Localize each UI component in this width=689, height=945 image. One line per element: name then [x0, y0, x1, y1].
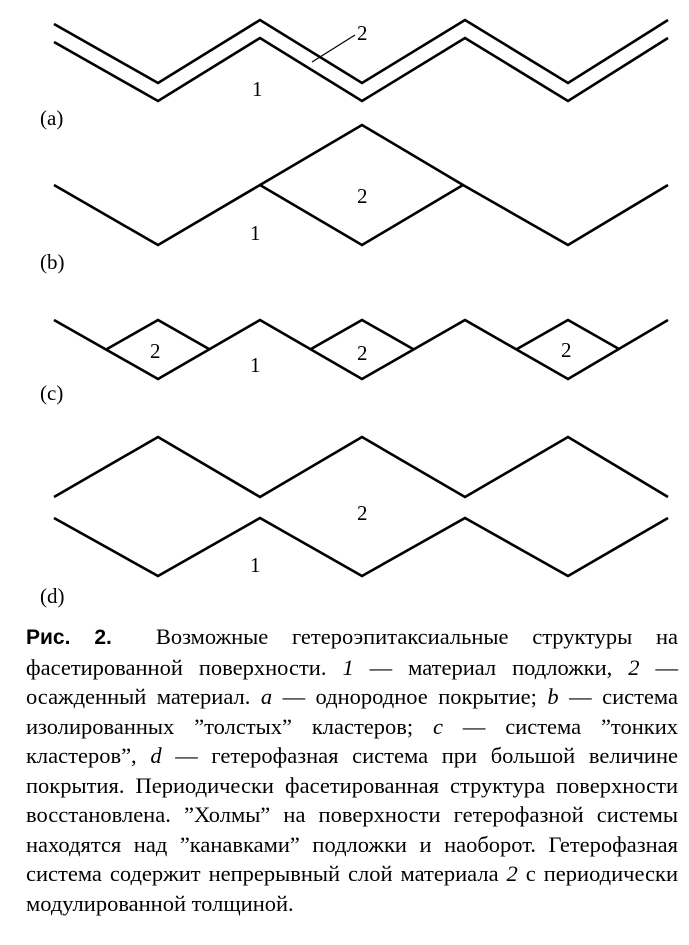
caption-text-5: — система изолированных ”толстых” кластеров;	[26, 684, 678, 739]
caption-text-7: — гетерофазная система при большой величине покрытия. Периодически фасетированная структура поверхности восстановлена. ”Холмы” на поверхности гетерофазной системы находятся над ”канавками” подложки и наоборот. Гетерофазная система содержит непрерывный слой материала	[26, 743, 679, 886]
caption-text-4: — однородное покрытие;	[272, 684, 548, 709]
caption-text-1: Возможные гетероэпитаксиальные структуры на фасетированной поверхности.	[26, 624, 679, 680]
caption-italic-2: 2	[628, 654, 640, 680]
panel-d	[40, 437, 668, 608]
caption-text-2: — материал подложки,	[353, 654, 629, 680]
figure-caption	[26, 622, 678, 918]
panel-c-deposit-number-1: 2	[150, 339, 161, 363]
panel-a-label: (a)	[40, 106, 64, 130]
panel-d-substrate-number: 1	[250, 553, 261, 577]
panel-a-surface-bottom	[54, 38, 668, 101]
panel-a	[40, 20, 668, 130]
panel-a-deposit-number: 2	[357, 21, 368, 45]
caption-italic-c: c	[433, 713, 444, 739]
panel-a-leader-line	[312, 35, 355, 62]
caption-italic-7: 2	[506, 861, 518, 886]
panel-c-substrate-number: 1	[250, 353, 261, 377]
caption-text-3: — осажденный материал.	[26, 654, 678, 709]
panel-d-label: (d)	[40, 584, 65, 608]
panel-c	[40, 320, 668, 405]
panel-c-label: (c)	[40, 381, 64, 405]
panel-b-substrate-number: 1	[250, 221, 261, 245]
caption-italic-b: b	[547, 684, 559, 709]
panel-d-deposit-number: 2	[357, 501, 368, 525]
panel-b-cluster-top	[260, 125, 463, 185]
panel-a-substrate-number: 1	[252, 77, 263, 101]
caption-italic-1: 1	[342, 654, 354, 680]
panel-b-label: (b)	[40, 250, 65, 274]
caption-italic-d: d	[150, 743, 162, 768]
caption-text-6: — система ”тонких кластеров”,	[26, 713, 678, 768]
panel-b	[40, 125, 668, 274]
caption-label: Рис. 2.	[26, 626, 112, 649]
caption-text-8: с периодически модулированной толщиной.	[26, 861, 678, 916]
panel-d-substrate	[54, 518, 668, 576]
caption-italic-a: a	[260, 684, 273, 709]
panel-c-deposit-number-3: 2	[561, 338, 572, 362]
panel-b-deposit-number: 2	[357, 184, 368, 208]
panel-c-deposit-number-2: 2	[357, 341, 368, 365]
panel-d-top-surface	[54, 437, 668, 497]
